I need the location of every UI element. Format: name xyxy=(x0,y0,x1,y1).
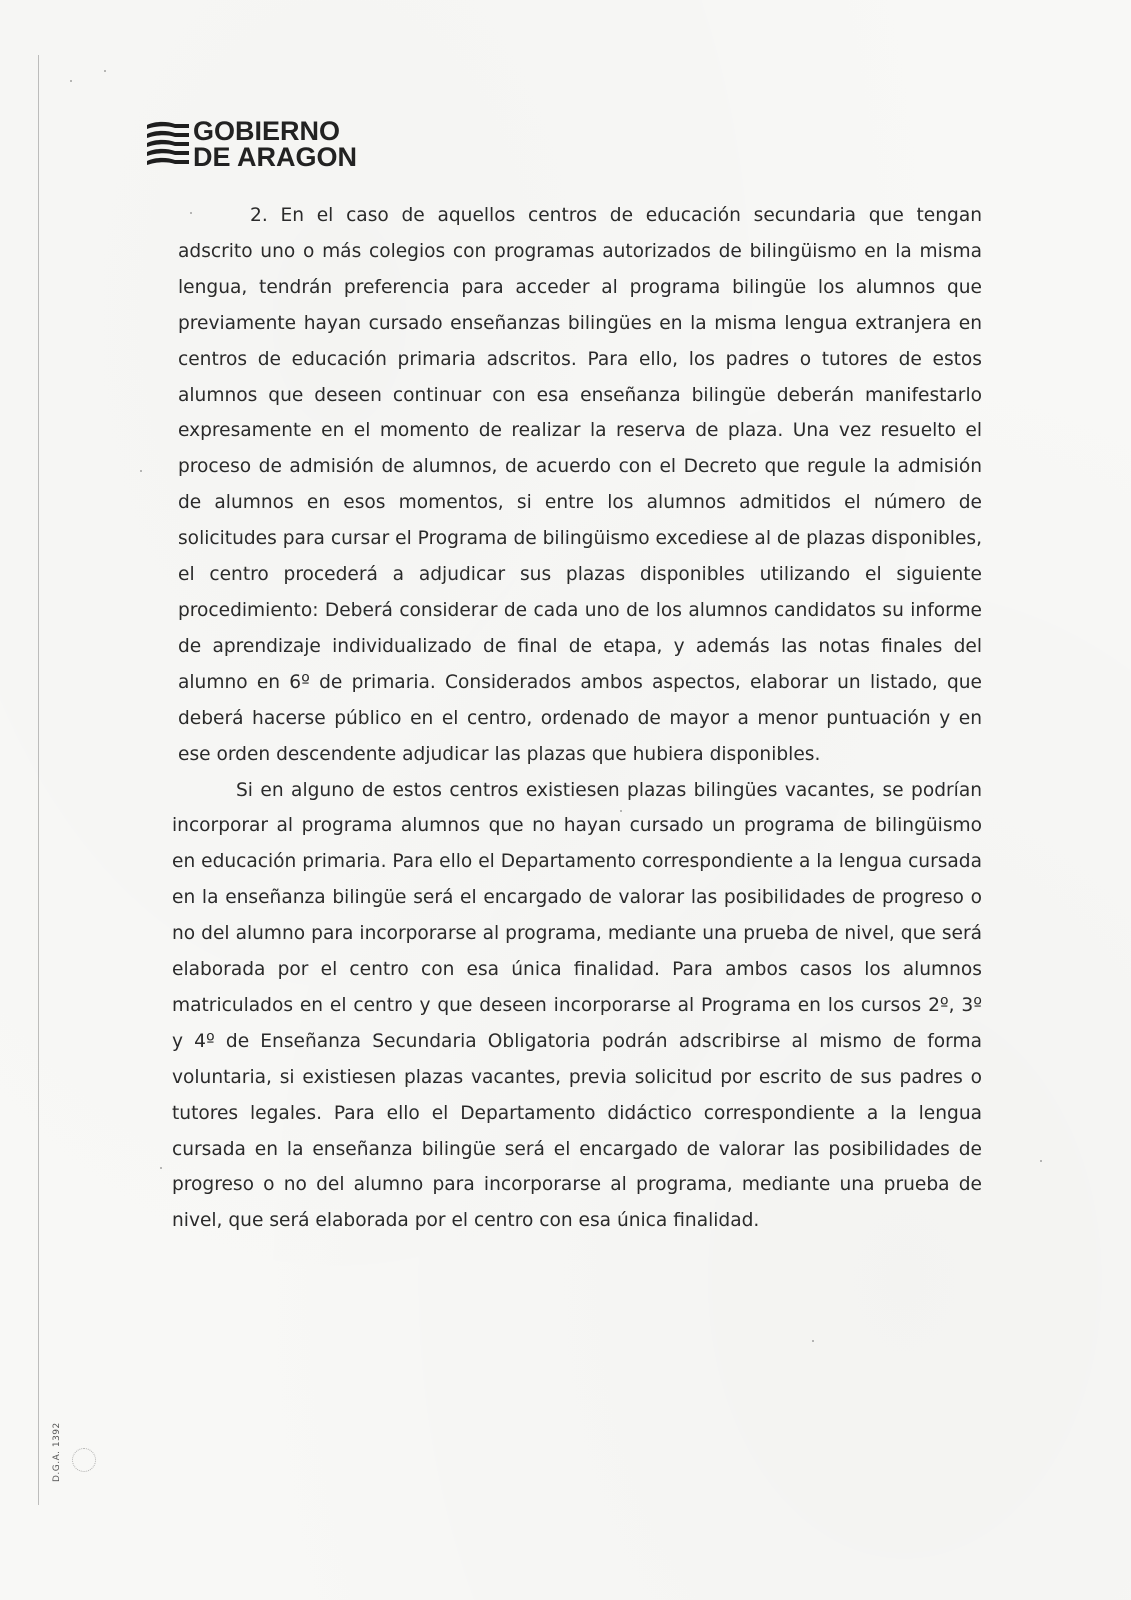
form-code: D.G.A. 1392 xyxy=(52,1422,62,1482)
paper-speck xyxy=(1040,1160,1042,1162)
document-body xyxy=(172,198,982,1239)
paragraph-2: Si en alguno de estos centros existiesen plazas bilingües vacantes, se podrían incorporar al programa alumnos que no hayan cursado un programa de bilingüismo en educación primaria. Para ello el Departamento correspondiente a la lengua cursada en la enseñanza bilingüe será el encargado de valorar las posibilidades de progreso o no del alumno para incorporarse al programa, mediante una prueba de nivel, que será elaborada por el centro con esa única finalidad. Para ambos casos los alumnos matriculados en el centro y que deseen incorporarse al Programa en los cursos 2º, 3º y 4º de Enseñanza Secundaria Obligatoria podrán adscribirse al mismo de forma voluntaria, si existiesen plazas vacantes, previa solicitud por escrito de sus padres o tutores legales. Para ello el Departamento didáctico correspondiente a la lengua cursada en la enseñanza bilingüe será el encargado de valorar las posibilidades de progreso o no del alumno para incorporarse al programa, mediante una prueba de nivel, que será elaborada por el centro con esa única finalidad. xyxy=(172,779,982,1232)
paper-speck xyxy=(812,1340,814,1342)
aragon-stripes-icon xyxy=(145,119,191,169)
paper-speck xyxy=(140,470,142,472)
margin-rule xyxy=(38,55,39,1505)
logo-wordmark xyxy=(193,118,357,170)
paper-speck xyxy=(104,70,106,72)
paper-speck xyxy=(190,212,192,214)
logo-line-2: DE ARAGON xyxy=(193,142,358,172)
paper-speck xyxy=(70,80,72,82)
faint-stamp-mark xyxy=(72,1448,96,1472)
logo-line-1: GOBIERNO xyxy=(193,116,341,146)
paper-speck xyxy=(620,810,622,812)
paper-speck xyxy=(160,1167,162,1169)
gobierno-aragon-logo xyxy=(145,118,357,170)
paragraph-1: 2. En el caso de aquellos centros de educación secundaria que tengan adscrito uno o más colegios con programas autorizados de bilingüismo en la misma lengua, tendrán preferencia para acceder al programa bilingüe los alumnos que previamente hayan cursado enseñanzas bilingües en la misma lengua extranjera en centros de educación primaria adscritos. Para ello, los padres o tutores de estos alumnos que deseen continuar con esa enseñanza bilingüe deberán manifestarlo expresamente en el momento de realizar la reserva de plaza. Una vez resuelto el proceso de admisión de alumnos, de acuerdo con el Decreto que regule la admisión de alumnos en esos momentos, si entre los alumnos admitidos el número de solicitudes para cursar el Programa de bilingüismo excediese al de plazas disponibles, el centro procederá a adjudicar sus plazas disponibles utilizando el siguiente procedimiento: Deberá considerar de cada uno de los alumnos candidatos su informe de aprendizaje individualizado de final de etapa, y además las notas finales del alumno en 6º de primaria. Considerados ambos aspectos, elaborar un listado, que deberá hacerse público en el centro, ordenado de mayor a menor puntuación y en ese orden descendente adjudicar las plazas que hubiera disponibles. xyxy=(178,205,982,765)
